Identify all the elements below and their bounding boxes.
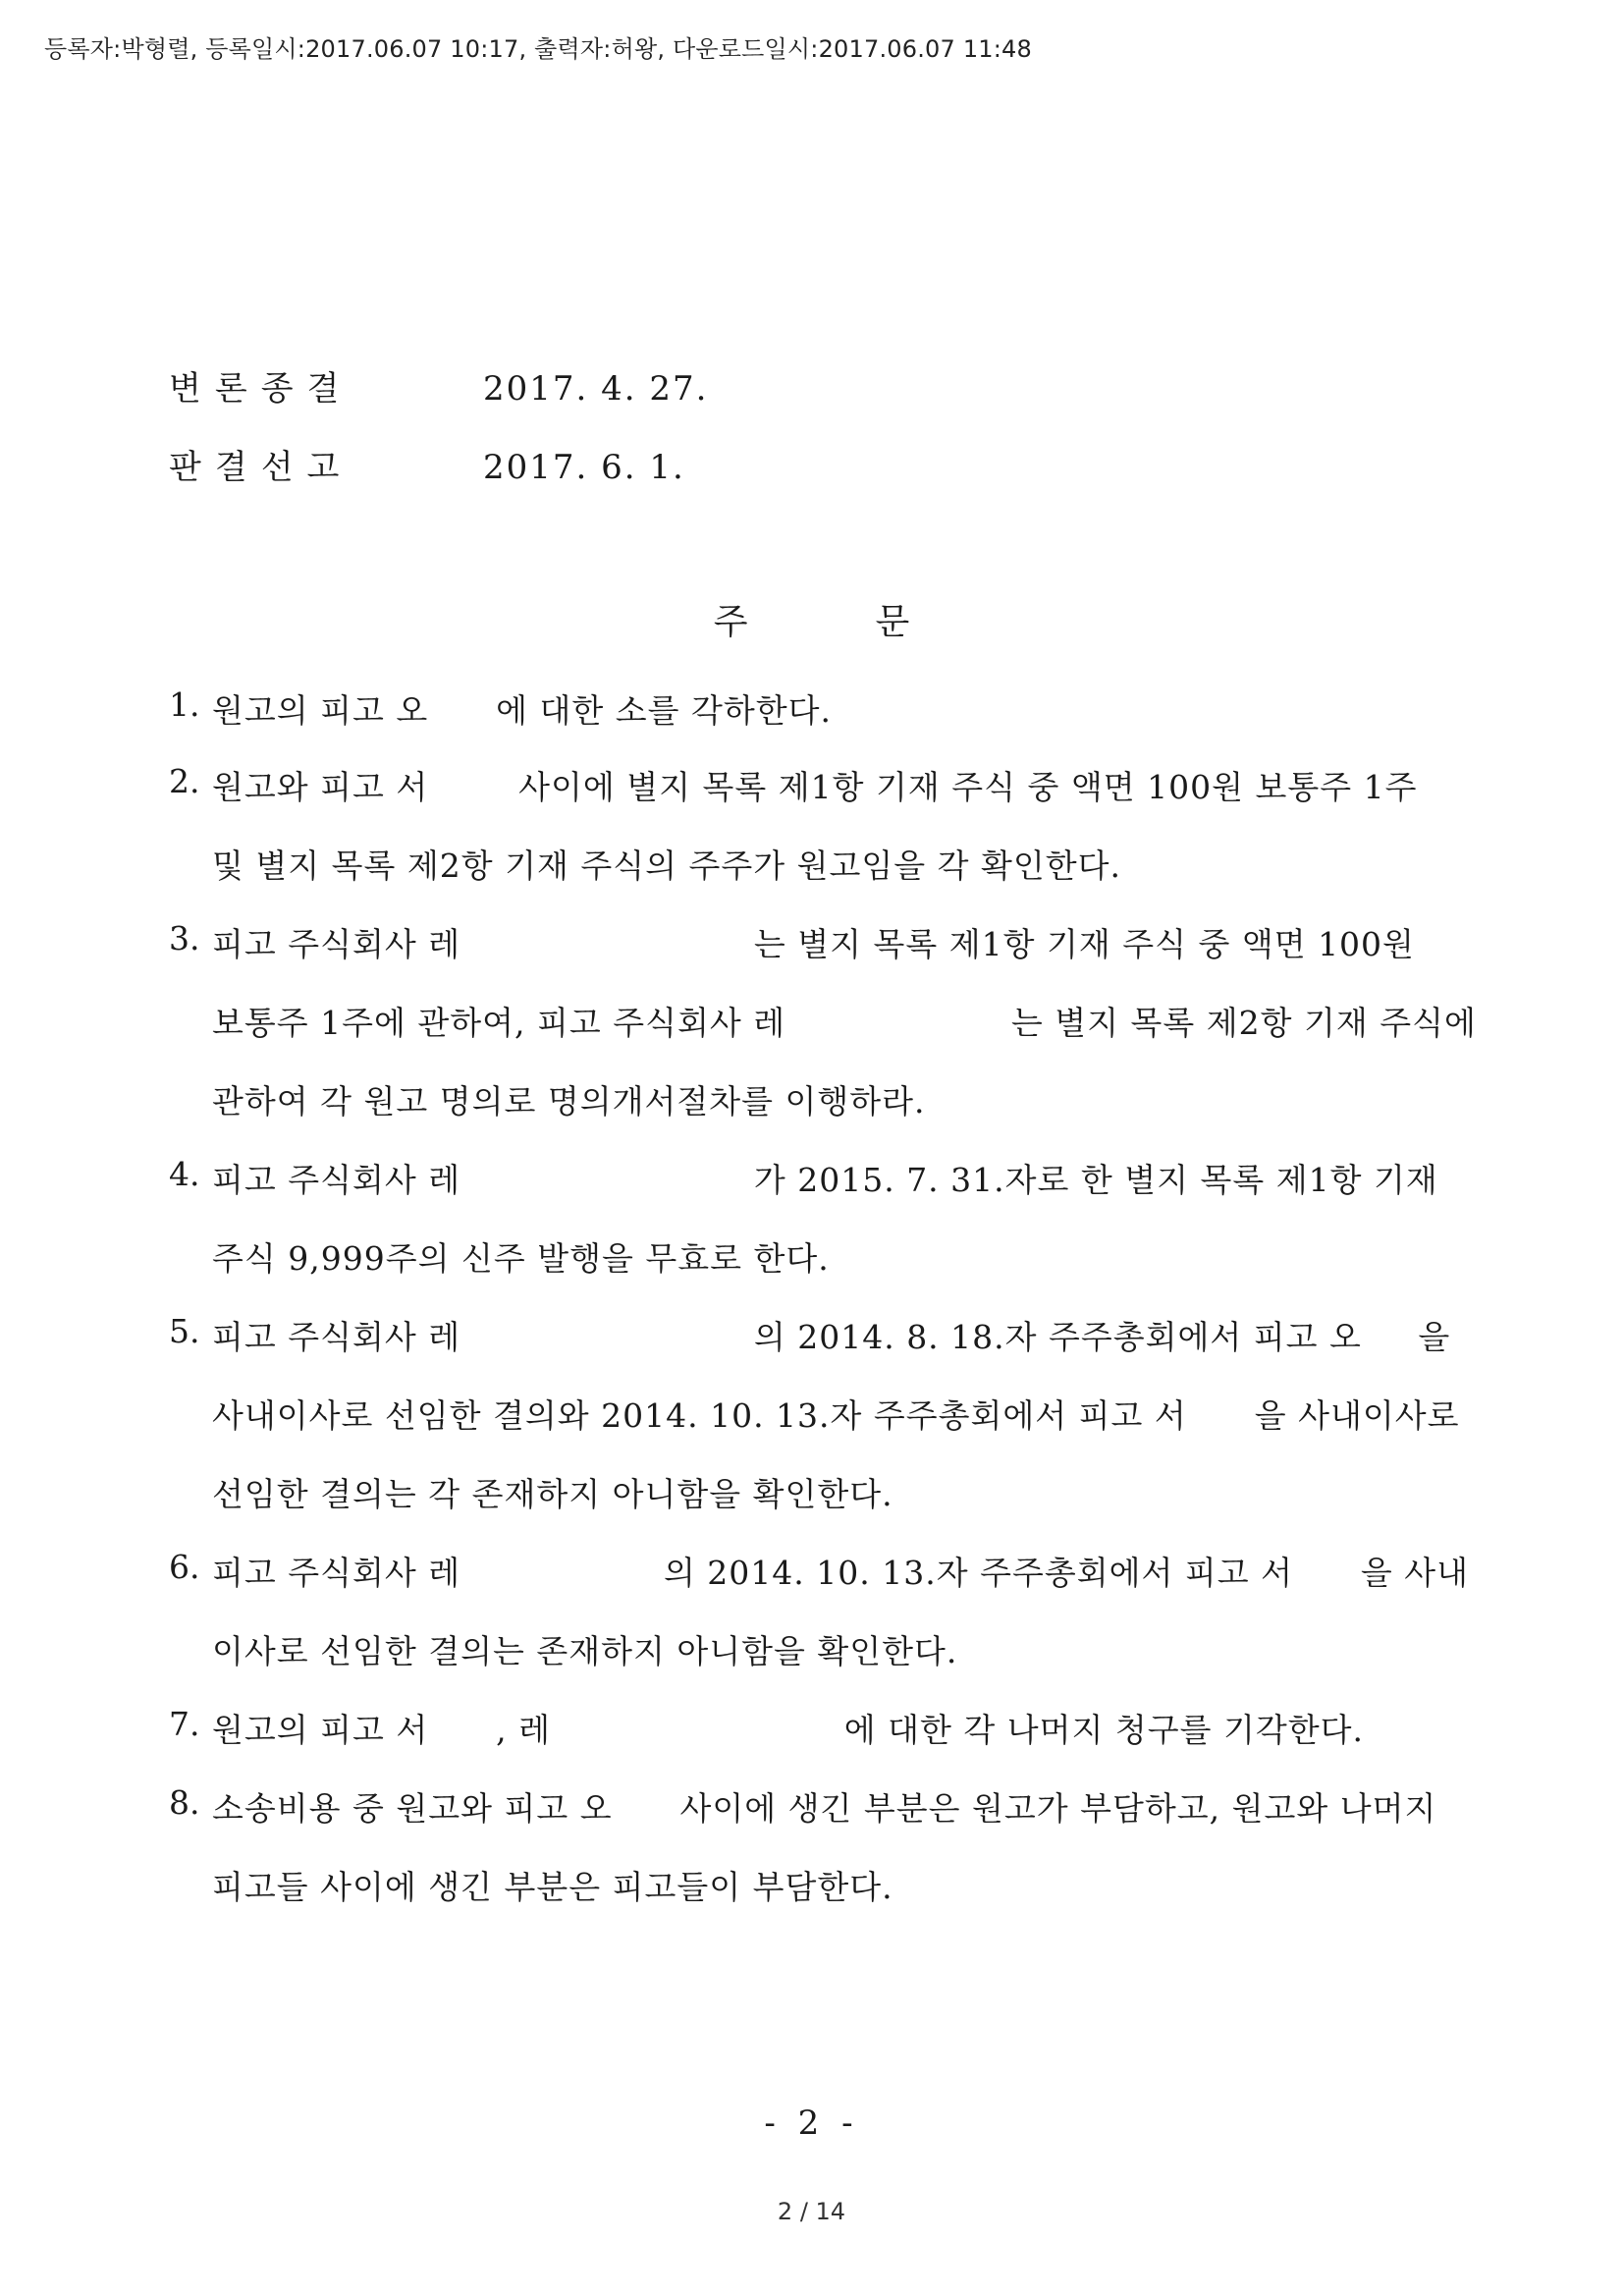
item-number: 2.: [169, 762, 200, 800]
item-line: 피고 주식회사 레 의 2014. 10. 13.자 주주총회에서 피고 서 을 사내: [212, 1554, 1470, 1592]
closing-date-row: [169, 361, 708, 410]
item-line: 원고와 피고 서 사이에 별지 목록 제1항 기재 주식 중 액면 100원 보통주 1주: [212, 768, 1418, 806]
item-line: 주식 9,999주의 신주 발행을 무효로 한다.: [212, 1239, 830, 1278]
download-header: 등록자:박형렬, 등록일시:2017.06.07 10:17, 출력자:허왕, 다운로드일시:2017.06.07 11:48: [44, 35, 1032, 63]
item-number: 4.: [169, 1155, 200, 1193]
item-line: 원고의 피고 오 에 대한 소를 각하한다.: [212, 691, 833, 730]
judgment-date-label: 판결선고: [169, 448, 353, 487]
item-number: 1.: [169, 685, 200, 724]
page-count: 2 / 14: [777, 2198, 846, 2225]
judgment-date-value: 2017. 6. 1.: [483, 448, 685, 487]
item-line: 소송비용 중 원고와 피고 오 사이에 생긴 부분은 원고가 부담하고, 원고와 나머지: [212, 1789, 1437, 1828]
item-line: 선임한 결의는 각 존재하지 아니함을 확인한다.: [212, 1475, 893, 1513]
item-line: 피고 주식회사 레 가 2015. 7. 31.자로 한 별지 목록 제1항 기재: [212, 1161, 1438, 1199]
item-line: 관하여 각 원고 명의로 명의개서절차를 이행하라.: [212, 1082, 926, 1121]
item-line: 피고 주식회사 레 의 2014. 8. 18.자 주주총회에서 피고 오 을: [212, 1318, 1451, 1356]
item-line: 원고의 피고 서 , 레 에 대한 각 나머지 청구를 기각한다.: [212, 1711, 1365, 1749]
item-line: 및 별지 목록 제2항 기재 주식의 주주가 원고임을 각 확인한다.: [212, 847, 1121, 885]
item-line: 사내이사로 선임한 결의와 2014. 10. 13.자 주주총회에서 피고 서 을 사내이사로: [212, 1396, 1460, 1435]
item-number: 5.: [169, 1312, 200, 1350]
item-number: 7.: [169, 1705, 200, 1743]
item-number: 8.: [169, 1783, 200, 1822]
judgment-date-row: [169, 440, 685, 488]
item-line: 피고들 사이에 생긴 부분은 피고들이 부담한다.: [212, 1868, 893, 1906]
section-title: 주문: [713, 602, 1038, 642]
closing-date-value: 2017. 4. 27.: [483, 369, 709, 409]
item-line: 보통주 1주에 관하여, 피고 주식회사 레 는 별지 목록 제2항 기재 주식에: [212, 1004, 1477, 1042]
page-number: - 2 -: [764, 2104, 859, 2143]
item-number: 3.: [169, 919, 200, 957]
item-number: 6.: [169, 1548, 200, 1586]
item-line: 이사로 선임한 결의는 존재하지 아니함을 확인한다.: [212, 1632, 958, 1670]
item-line: 피고 주식회사 레 는 별지 목록 제1항 기재 주식 중 액면 100원: [212, 925, 1415, 963]
closing-date-label: 변론종결: [169, 369, 353, 409]
